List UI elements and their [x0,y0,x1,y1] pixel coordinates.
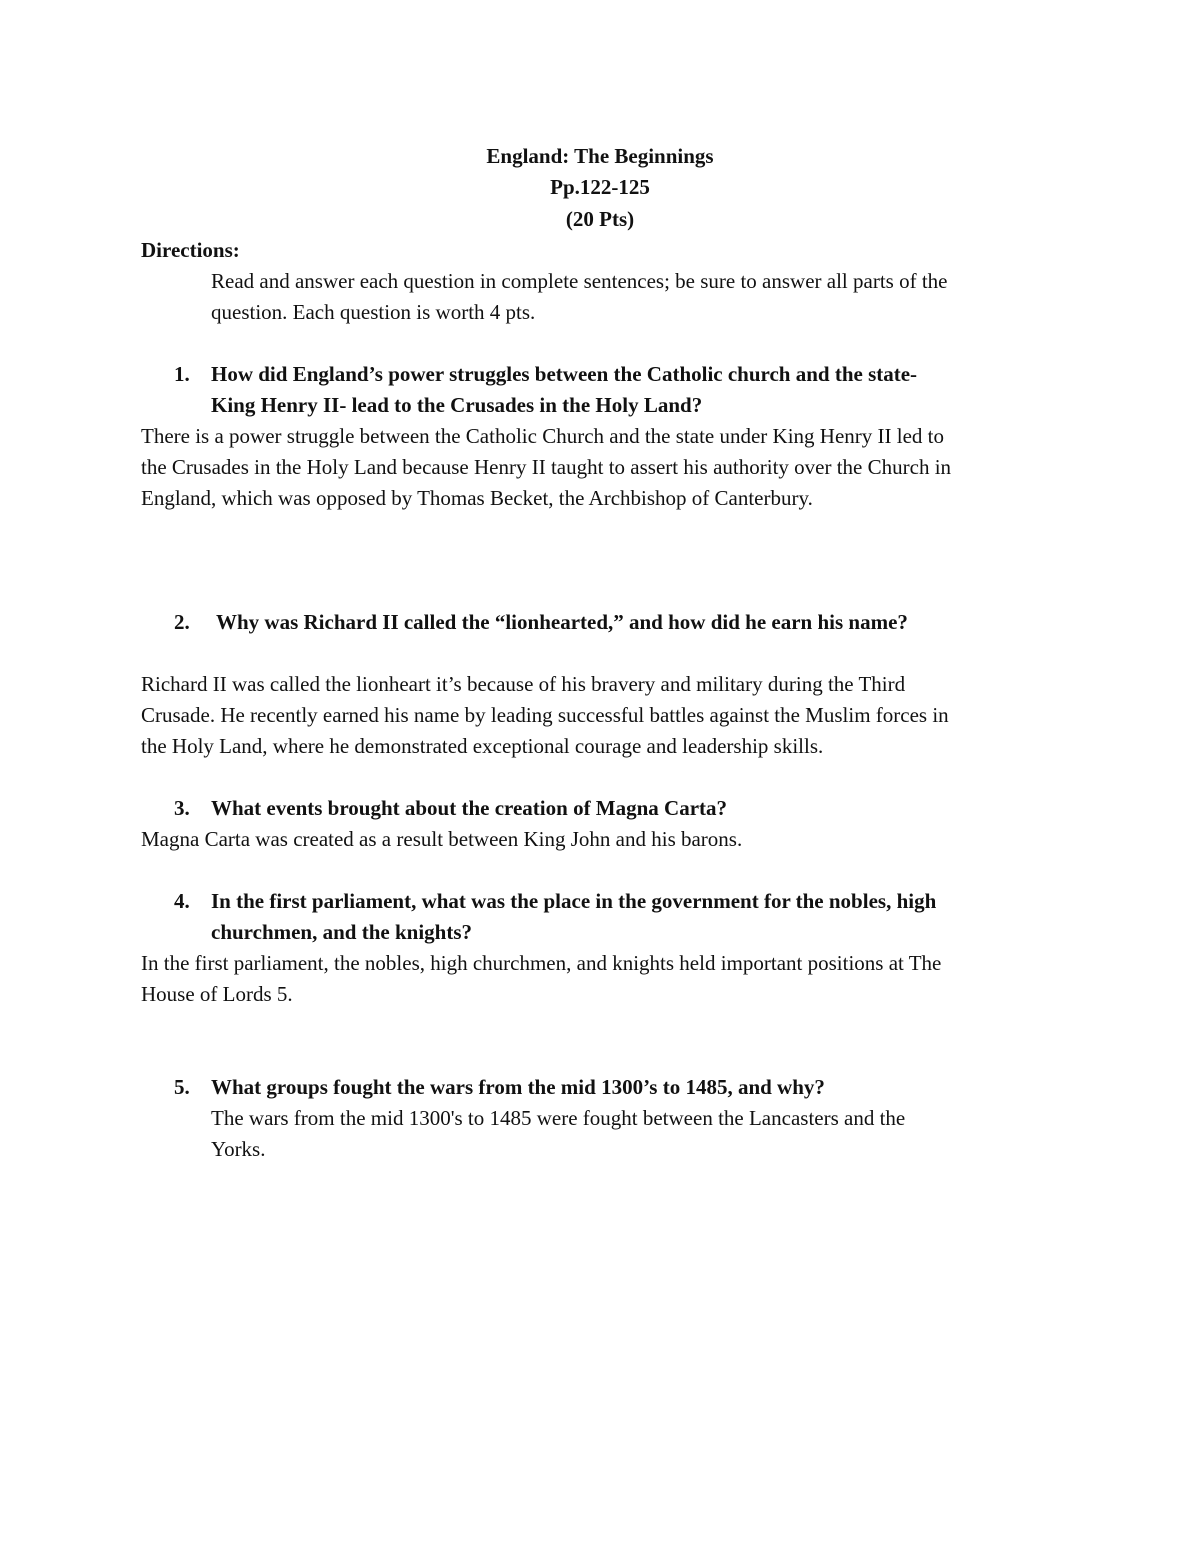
question-number: 3. [174,796,190,820]
answer-text: In the first parliament, the nobles, high churchmen, and knights held important positions at The [141,951,942,975]
answer-text: Magna Carta was created as a result between King John and his barons. [141,827,743,851]
answer-text: There is a power struggle between the Catholic Church and the state under King Henry II led to [141,424,944,448]
question-text: churchmen, and the knights? [211,920,473,944]
answer-text: House of Lords 5. [141,982,293,1006]
question-text: Why was Richard II called the “lionhearted,” and how did he earn his name? [216,610,908,634]
page-range: Pp.122-125 [550,175,650,199]
question-number: 2. [174,610,190,634]
directions-line: question. Each question is worth 4 pts. [211,300,536,324]
question-text: In the first parliament, what was the place in the government for the nobles, high [211,889,937,913]
points-total: (20 Pts) [565,207,635,231]
document-title: England: The Beginnings [486,144,714,168]
answer-text: The wars from the mid 1300's to 1485 were fought between the Lancasters and the [211,1106,906,1130]
answer-text: the Holy Land, where he demonstrated exceptional courage and leadership skills. [141,734,824,758]
question-text: How did England’s power struggles between the Catholic church and the state- [211,362,918,386]
answer-text: Richard II was called the lionheart it’s because of his bravery and military during the Third [141,672,906,696]
answer-text: Crusade. He recently earned his name by leading successful battles against the Muslim forces in [141,703,949,727]
answer-text: England, which was opposed by Thomas Becket, the Archbishop of Canterbury. [141,486,813,510]
question-number: 1. [174,362,190,386]
directions-label: Directions: [141,238,240,262]
answer-text: the Crusades in the Holy Land because Henry II taught to assert his authority over the Church in [141,455,952,479]
question-text: What events brought about the creation of Magna Carta? [211,796,728,820]
directions-line: Read and answer each question in complete sentences; be sure to answer all parts of the [211,269,948,293]
question-text: King Henry II- lead to the Crusades in the Holy Land? [211,393,703,417]
question-text: What groups fought the wars from the mid 1300’s to 1485, and why? [211,1075,825,1099]
answer-text: Yorks. [211,1137,266,1161]
question-number: 4. [174,889,190,913]
question-number: 5. [174,1075,190,1099]
